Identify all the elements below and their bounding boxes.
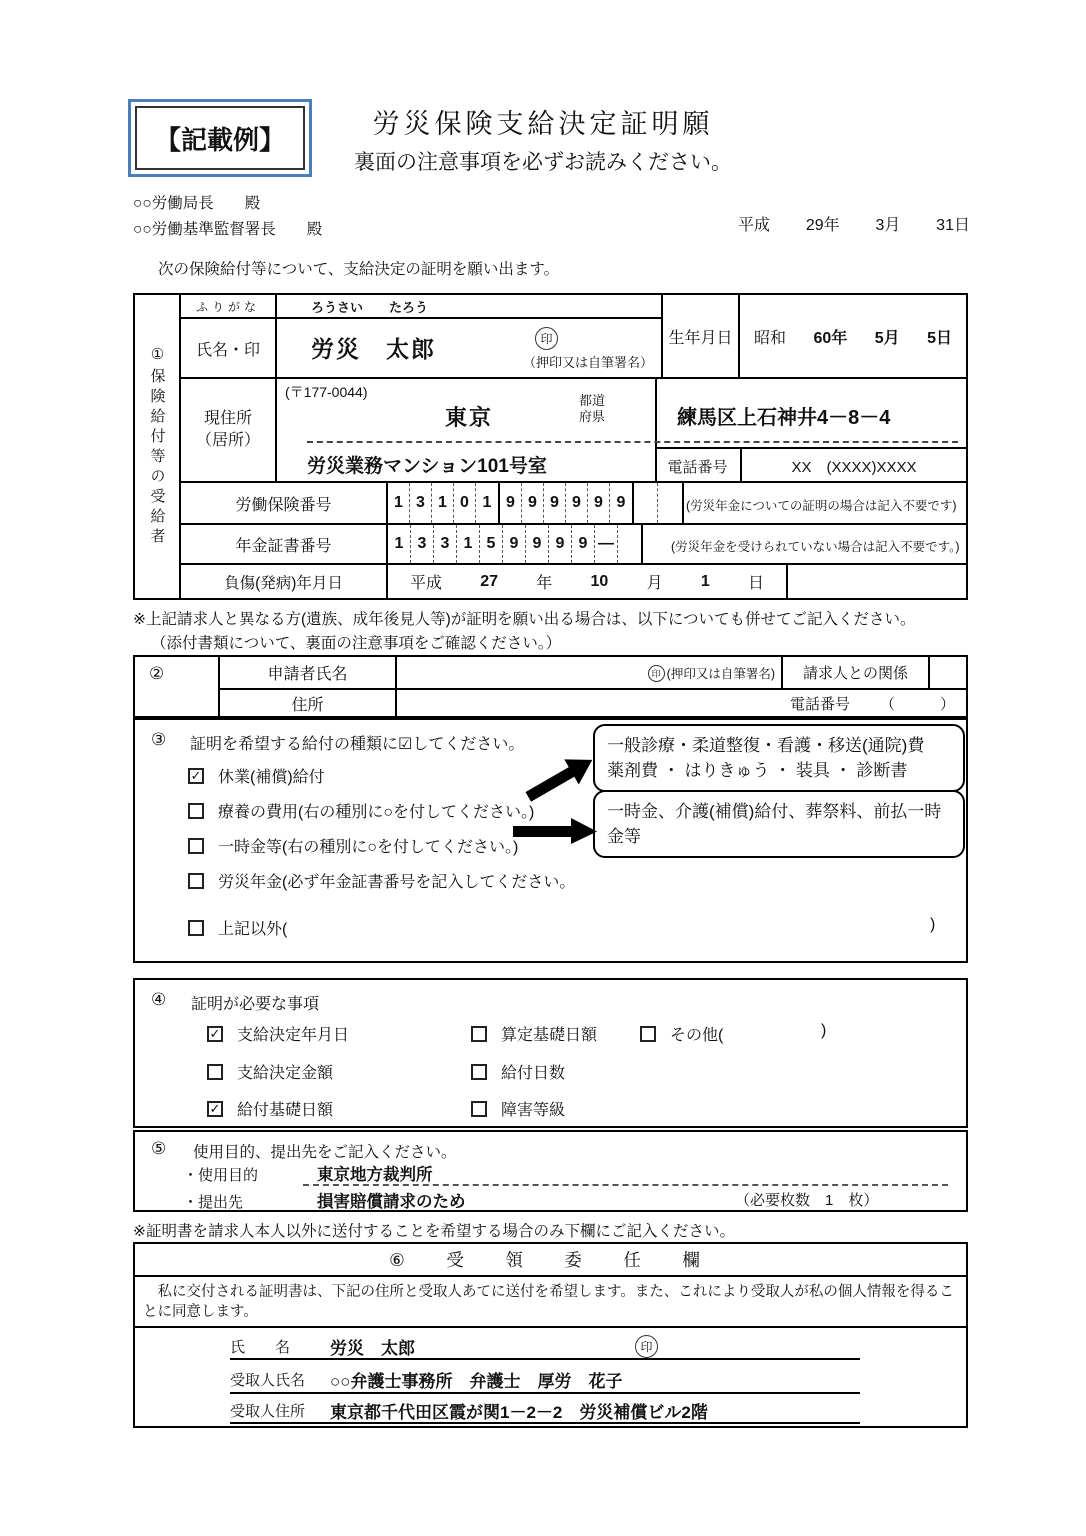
digit-cell: 5	[480, 525, 503, 563]
checkbox-label: 給付基礎日額	[237, 1102, 334, 1119]
recipient-name-label: 受取人氏名	[230, 1371, 306, 1389]
section1-side-label-cell	[135, 295, 181, 598]
checkbox-other-benefit[interactable]	[188, 920, 204, 936]
checkbox-sonota[interactable]	[640, 1026, 656, 1042]
close-paren: )	[821, 1022, 827, 1039]
furigana-label: ふりがな	[181, 295, 275, 319]
checkbox-label: 算定基礎日額	[501, 1027, 598, 1044]
section6-title: ⑥ 受 領 委 任 欄	[135, 1244, 966, 1277]
checkbox-label: 支給決定年月日	[237, 1027, 350, 1044]
postal-code: (〒177-0044)	[285, 384, 368, 400]
injury-date-row	[181, 565, 966, 598]
injury-day: 1	[700, 572, 710, 590]
name-row	[181, 295, 966, 379]
date-year: 29年	[805, 217, 840, 234]
digit-cell: 1	[388, 483, 410, 523]
checkbox-label: 一時金等(右の種別に○を付してください。)	[218, 839, 519, 856]
checkbox-label: その他(	[670, 1027, 724, 1044]
checkbox-label: 上記以外(	[218, 921, 288, 938]
name-label: 氏名・印	[195, 341, 260, 359]
digit-cell: 3	[410, 483, 432, 523]
applicant-address-input[interactable]	[397, 690, 966, 716]
birth-era: 昭和	[754, 329, 787, 347]
section1-recipient-table	[133, 293, 968, 600]
section6-consent-text: 私に交付される証明書は、下記の住所と受取人あてに送付を希望します。また、これにより受取人が私の個人情報を得ることに同意します。	[143, 1284, 954, 1320]
furigana-value: ろうさい たろう	[277, 295, 661, 319]
page-title: 労災保険支給決定証明願	[372, 109, 714, 139]
checkbox-label: 給付日数	[501, 1065, 566, 1082]
delegator-name-row	[230, 1334, 860, 1360]
digit-cell: 9	[503, 525, 526, 563]
seal-icon: 印	[535, 327, 558, 350]
note-different-applicant: ※上記請求人と異なる方(遺族、成年後見人等)が証明を願い出る場合は、以下についても併せてご記入ください。	[133, 611, 916, 628]
building-address-value: 労災業務マンション101号室	[307, 456, 547, 477]
birth-day: 5日	[927, 329, 952, 347]
digit-cell: ―	[595, 525, 618, 563]
recipient-name-row	[230, 1366, 860, 1394]
injury-month: 10	[590, 572, 609, 590]
checkbox-label: 療養の費用(右の種別に○を付してください。)	[218, 804, 535, 821]
injury-date-value: 平成 27 年 10 月 1 日	[388, 565, 788, 598]
digit-cell: 3	[411, 525, 434, 563]
injury-era: 平成	[410, 575, 443, 592]
address-divider	[307, 441, 958, 443]
intro-text: 次の保険給付等について、支給決定の証明を願い出ます。	[158, 261, 560, 278]
addressees	[133, 191, 322, 243]
recipient-name-value: ○○弁護士事務所 弁護士 厚労 花子	[330, 1371, 623, 1391]
section3-number: ③	[151, 730, 167, 749]
pension-certificate-digits	[388, 525, 643, 563]
page-subtitle: 裏面の注意事項を必ずお読みください。	[354, 151, 732, 174]
section2-number: ②	[149, 664, 165, 683]
submit-to-value: 損害賠償請求のため	[317, 1193, 466, 1211]
city-address-value: 練馬区上石神井4－8－4	[677, 407, 891, 429]
digit-cell: 1	[432, 483, 454, 523]
pension-certificate-number-label: 年金証書番号	[181, 525, 388, 563]
pension-certificate-number-row	[181, 525, 966, 565]
applicant-phone-label: 電話番号	[790, 696, 851, 713]
address-label-line1: 現住所	[203, 410, 252, 427]
address-row	[181, 379, 966, 483]
medical-benefit-callout: 一般診療・柔道整復・看護・移送(通院)費 薬剤費 ・ はりきゅう ・ 装具 ・ 診断書	[593, 724, 965, 792]
purpose-value: 東京地方裁判所	[317, 1166, 433, 1184]
submit-to-label: ・提出先	[183, 1194, 244, 1211]
digit-cell: 9	[588, 483, 610, 523]
digit-cell: 9	[522, 483, 544, 523]
birth-value	[740, 295, 966, 377]
applicant-name-input[interactable]	[397, 657, 783, 688]
injury-date-label: 負傷(発病)年月日	[181, 565, 388, 598]
delegator-name-value: 労災 太郎	[330, 1338, 415, 1358]
checkbox-santei-kiso[interactable]	[471, 1026, 487, 1042]
digit-cell: 9	[572, 525, 595, 563]
section5-number: ⑤	[151, 1139, 167, 1158]
digit-cell: 9	[544, 483, 566, 523]
labor-insurance-note: (労災年金についての証明の場合は記入不要です)	[686, 499, 957, 513]
checkbox-shikyu-kettei-date[interactable]: ✓	[207, 1026, 223, 1042]
close-paren: )	[930, 916, 936, 933]
addressee-labor-office: ○○労働基準監督署長 殿	[133, 221, 323, 238]
seal-icon: 印	[648, 665, 665, 682]
applicant-seal-note: (押印又は自筆署名)	[666, 667, 775, 681]
name-value: 労災 太郎	[311, 336, 436, 362]
seal-note: （押印又は自筆署名）	[522, 355, 653, 370]
checkbox-ichijikin[interactable]	[188, 838, 204, 854]
copies-count-note: （必要枚数 1 枚）	[735, 1192, 879, 1209]
addressee-labor-bureau: ○○労働局長 殿	[133, 195, 261, 212]
section3-benefit-type-box	[133, 718, 968, 963]
applicant-name-label: 申請者氏名	[220, 657, 397, 688]
digit-cell: 1	[457, 525, 480, 563]
checkbox-label: 支給決定金額	[237, 1065, 334, 1082]
applicant-address-row	[220, 690, 966, 716]
digit-cell-empty	[618, 525, 641, 563]
digit-cell: 0	[454, 483, 476, 523]
birth-year: 60年	[813, 329, 848, 347]
delegator-name-label: 氏 名	[230, 1338, 291, 1356]
digit-cell: 3	[434, 525, 457, 563]
checkbox-label: 障害等級	[501, 1102, 566, 1119]
recipient-address-value: 東京都千代田区霞が関1－2－2 労災補償ビル2階	[330, 1402, 708, 1422]
document-date	[738, 212, 970, 235]
labor-insurance-number-row	[181, 483, 966, 525]
birth-month: 5月	[874, 329, 900, 347]
note-attachments: （添付書類について、裏面の注意事項をご確認ください。）	[151, 635, 562, 652]
checkbox-shikyu-kettei-kingaku[interactable]	[207, 1064, 223, 1080]
checkbox-rosai-nenkin[interactable]	[188, 873, 204, 889]
phone-value: XX (XXXX)XXXX	[791, 458, 917, 476]
relation-label: 請求人との関係	[783, 657, 930, 688]
section5-purpose-box	[133, 1130, 968, 1212]
arrow-icon	[513, 818, 597, 844]
checkbox-kyugyo-hosho[interactable]: ✓	[188, 768, 204, 784]
digit-cell: 9	[549, 525, 572, 563]
section1-side-label: ①保険給付等の受給者	[148, 345, 166, 548]
section4-required-items-box	[133, 978, 968, 1128]
birth-label: 生年月日	[663, 295, 740, 377]
checkbox-kyufu-kiso[interactable]: ✓	[207, 1101, 223, 1117]
example-label: 【記載例】	[135, 106, 305, 170]
date-month: 3月	[875, 217, 901, 234]
labor-insurance-number-digits	[388, 483, 684, 523]
section3-heading: 証明を希望する給付の種類に☑してください。	[190, 736, 525, 753]
relation-input[interactable]	[930, 657, 966, 688]
lump-sum-callout: 一時金、介護(補償)給付、葬祭料、前払一時金等	[593, 790, 965, 858]
date-day: 31日	[936, 217, 970, 234]
digit-cell: 9	[526, 525, 549, 563]
address-label-line2: （居所）	[195, 432, 260, 449]
applicant-phone-paren: （ ）	[880, 696, 956, 713]
checkbox-shogai-tokyu[interactable]	[471, 1101, 487, 1117]
section4-heading: 証明が必要な事項	[191, 996, 320, 1013]
prefecture-value: 東京	[445, 405, 494, 430]
labor-insurance-number-label: 労働保険番号	[181, 483, 388, 523]
note-send-to-other: ※証明書を請求人本人以外に送付することを希望する場合のみ下欄にご記入ください。	[133, 1223, 735, 1240]
checkbox-label: 労災年金(必ず年金証書番号を記入してください。	[218, 874, 576, 891]
section4-number: ④	[151, 990, 167, 1009]
checkbox-kyufu-nissu[interactable]	[471, 1064, 487, 1080]
checkbox-label: 休業(補償)給付	[218, 769, 325, 786]
section2-applicant-table	[133, 655, 968, 718]
prefecture-suffix: 都道 府県	[579, 393, 606, 424]
section5-heading: 使用目的、提出先をご記入ください。	[193, 1144, 457, 1161]
digit-cell: 9	[566, 483, 588, 523]
phone-label: 電話番号	[667, 458, 728, 476]
applicant-name-row	[220, 657, 966, 690]
checkbox-ryoyo-hiyo[interactable]	[188, 803, 204, 819]
section6-divider	[135, 1326, 966, 1328]
purpose-divider	[303, 1184, 948, 1186]
digit-cell: 1	[388, 525, 411, 563]
date-era: 平成	[738, 217, 771, 234]
digit-cell-empty	[658, 483, 682, 523]
digit-cell: 1	[482, 494, 492, 511]
section6-delegation-box	[133, 1242, 968, 1428]
purpose-label: ・使用目的	[183, 1167, 259, 1184]
pension-certificate-note: (労災年金を受けられていない場合は記入不要です。)	[671, 540, 960, 554]
digit-cell: 9	[500, 483, 522, 523]
digit-cell-empty	[634, 483, 658, 523]
injury-year: 27	[480, 572, 499, 590]
applicant-address-label: 住所	[220, 690, 397, 716]
recipient-address-label: 受取人住所	[230, 1402, 306, 1420]
recipient-address-row	[230, 1398, 860, 1424]
seal-icon: 印	[635, 1335, 658, 1358]
digit-cell: 9	[616, 494, 626, 511]
